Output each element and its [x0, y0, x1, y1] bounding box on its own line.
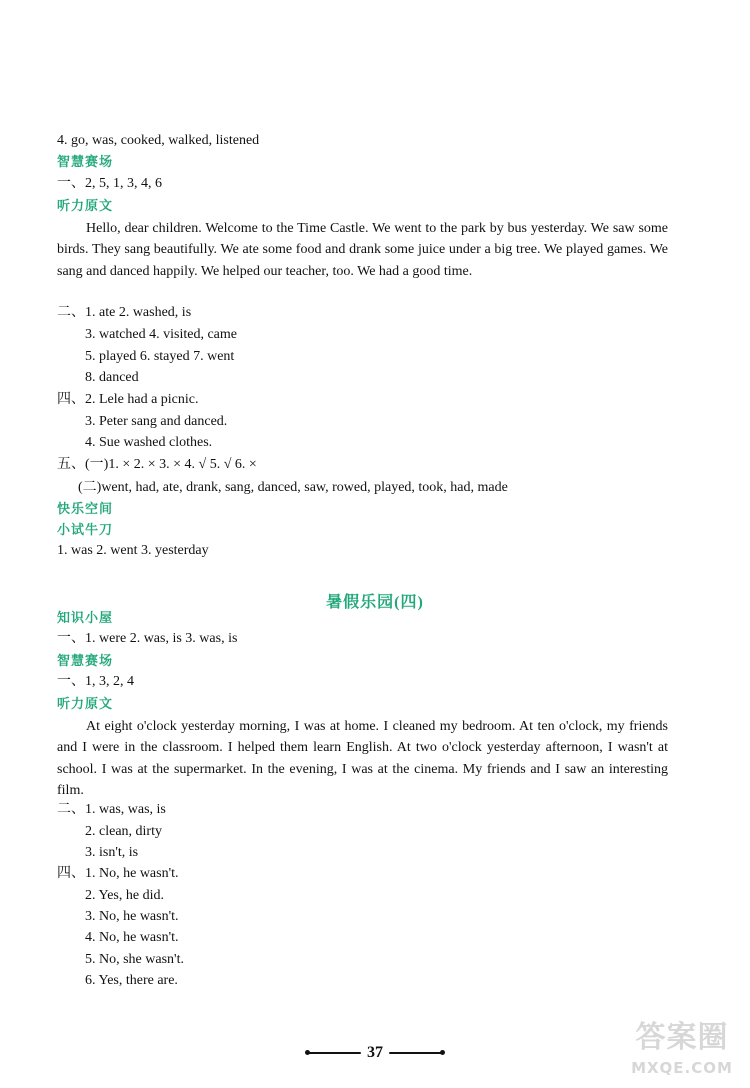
answer-line: 一、1. were 2. was, is 3. was, is — [57, 631, 238, 646]
watermark-text: 答案圈 — [635, 1020, 729, 1055]
answer-line: 5. No, she wasn't. — [85, 952, 184, 967]
listening-transcript: Hello, dear children. Welcome to the Time Castle. We went to the park by bus yesterday. We saw some birds. They sang beautifully. We ate some food and drank some juice under a big tree. We played games. We sang and danced happily. We helped our teacher, too. We had a good time. — [57, 221, 668, 279]
answer-line: 四、2. Lele had a picnic. — [57, 392, 199, 407]
answer-line: 五、(一)1. × 2. × 3. × 4. √ 5. √ 6. × — [57, 457, 257, 472]
footer-ornament-left — [305, 1049, 363, 1057]
section-heading: 听力原文 — [57, 198, 114, 213]
section-heading: 快乐空间 — [57, 501, 114, 516]
answer-line: 4. Sue washed clothes. — [85, 435, 213, 450]
answer-line: 四、1. No, he wasn't. — [57, 866, 179, 881]
footer-ornament-right — [387, 1049, 445, 1057]
page-number: 37 — [367, 1044, 383, 1061]
answer-line: 2. Yes, he did. — [85, 888, 164, 903]
answer-line: 3. watched 4. visited, came — [85, 327, 238, 342]
answer-line: 4. go, was, cooked, walked, listened — [57, 133, 260, 148]
section-heading: 听力原文 — [57, 696, 114, 711]
section-heading: 知识小屋 — [57, 610, 114, 625]
answer-line: 二、1. was, was, is — [57, 802, 166, 817]
answer-line: 一、1, 3, 2, 4 — [57, 674, 134, 689]
answer-line: 5. played 6. stayed 7. went — [85, 349, 235, 364]
answer-line: 二、1. ate 2. washed, is — [57, 305, 192, 320]
answer-line: 3. isn't, is — [85, 845, 139, 860]
watermark-url: MXQE.COM — [631, 1059, 733, 1077]
answer-line: 4. No, he wasn't. — [85, 930, 179, 945]
answer-line: 8. danced — [85, 370, 139, 385]
answer-line: 1. was 2. went 3. yesterday — [57, 543, 209, 558]
section-heading: 智慧赛场 — [57, 154, 114, 169]
section-heading: 智慧赛场 — [57, 653, 114, 668]
answer-line: 3. No, he wasn't. — [85, 909, 179, 924]
section-title: 暑假乐园(四) — [326, 594, 424, 611]
answer-line: 6. Yes, there are. — [85, 973, 178, 988]
answer-line: (二)went, had, ate, drank, sang, danced, saw, rowed, played, took, had, made — [78, 480, 508, 495]
listening-transcript: At eight o'clock yesterday morning, I was at home. I cleaned my bedroom. At ten o'clock, my friends and I were in the classroom. I helped them learn English. At two o'clock yesterday afternoon, I wasn't at school. I was at the supermarket. In the evening, I was at the cinema. My friends and I saw an interesting film. — [57, 719, 668, 798]
answer-line: 3. Peter sang and danced. — [85, 414, 228, 429]
answer-line: 2. clean, dirty — [85, 824, 162, 839]
answer-line: 一、2, 5, 1, 3, 4, 6 — [57, 176, 162, 191]
section-heading: 小试牛刀 — [57, 522, 114, 537]
watermark-logo — [618, 1018, 746, 1084]
